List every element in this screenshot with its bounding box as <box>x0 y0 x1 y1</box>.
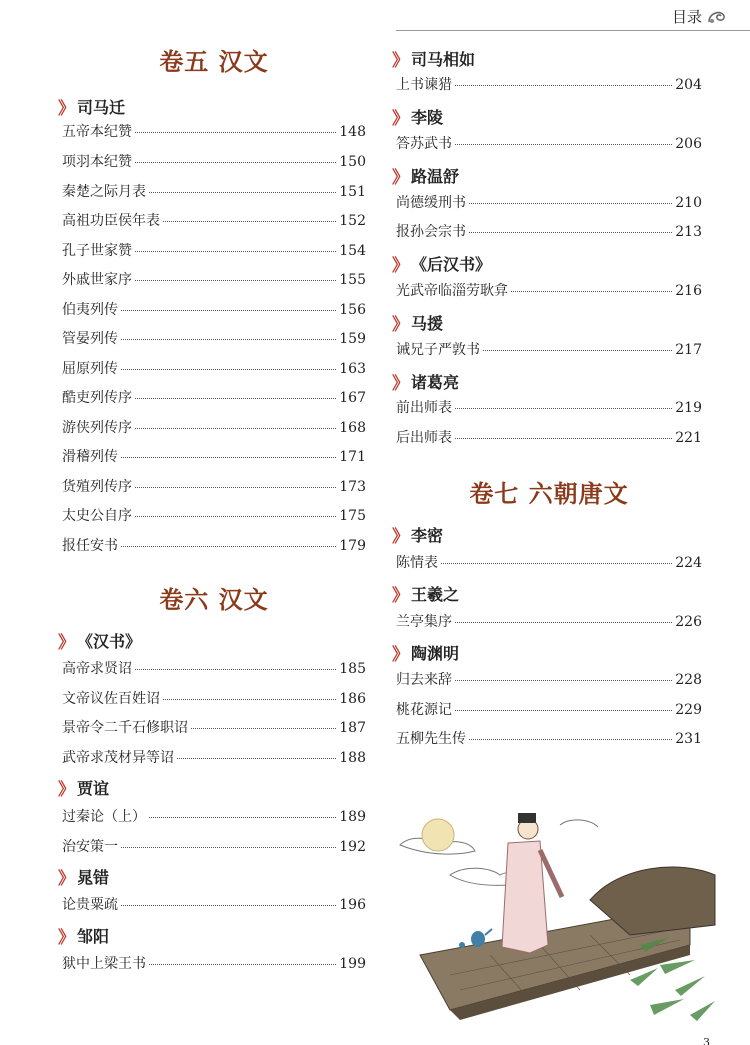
toc-entry[interactable]: 孔子世家赞 154 <box>62 243 366 259</box>
double-chevron-icon: 》 <box>392 109 409 129</box>
double-chevron-icon: 》 <box>58 869 75 889</box>
toc-entry[interactable]: 货殖列传序 173 <box>62 479 366 495</box>
author-heading: 》 司马迁 <box>58 94 125 119</box>
toc-entry[interactable]: 文帝议佐百姓诏 186 <box>62 691 366 707</box>
author-heading: 》 晁错 <box>58 864 109 889</box>
toc-entry[interactable]: 上书谏猎 204 <box>396 77 702 93</box>
page-number: 3 <box>703 1036 710 1045</box>
toc-entry[interactable]: 滑稽列传 171 <box>62 449 366 465</box>
toc-entry[interactable]: 五柳先生传 231 <box>396 731 702 747</box>
toc-entry[interactable]: 答苏武书 206 <box>396 136 702 152</box>
moon <box>422 819 454 851</box>
author-heading: 》 马援 <box>392 310 443 335</box>
author-heading: 》 《后汉书》 <box>392 251 491 276</box>
double-chevron-icon: 》 <box>392 586 409 606</box>
author-heading: 》 贾谊 <box>58 775 109 800</box>
author-heading: 》 司马相如 <box>392 46 475 71</box>
toc-entry[interactable]: 前出师表 219 <box>396 400 702 416</box>
double-chevron-icon: 》 <box>392 374 409 394</box>
double-chevron-icon: 》 <box>392 315 409 335</box>
toc-entry[interactable]: 治安策一 192 <box>62 839 366 855</box>
double-chevron-icon: 》 <box>392 51 409 71</box>
swirl-ornament-icon <box>706 8 728 26</box>
toc-entry[interactable]: 桃花源记 229 <box>396 702 702 718</box>
toc-entry[interactable]: 伯夷列传 156 <box>62 302 366 318</box>
toc-entry[interactable]: 武帝求茂材异等诏 188 <box>62 750 366 766</box>
toc-entry[interactable]: 尚德缓刑书 210 <box>396 195 702 211</box>
volume-title: 卷七 六朝唐文 <box>469 479 629 508</box>
author-heading: 》 邹阳 <box>58 923 109 948</box>
double-chevron-icon: 》 <box>392 168 409 188</box>
toc-entry[interactable]: 报孙会宗书 213 <box>396 224 702 240</box>
toc-entry[interactable]: 太史公自序 175 <box>62 508 366 524</box>
double-chevron-icon: 》 <box>392 645 409 665</box>
toc-entry[interactable]: 外戚世家序 155 <box>62 272 366 288</box>
scholar-boat-illustration <box>390 805 720 1040</box>
toc-entry[interactable]: 狱中上梁王书 199 <box>62 956 366 972</box>
volume-title: 卷五 汉文 <box>159 47 269 76</box>
author-heading: 》 《汉书》 <box>58 628 141 653</box>
toc-entry[interactable]: 游侠列传序 168 <box>62 420 366 436</box>
toc-entry[interactable]: 兰亭集序 226 <box>396 614 702 630</box>
toc-entry[interactable]: 酷吏列传序 167 <box>62 390 366 406</box>
double-chevron-icon: 》 <box>58 633 75 653</box>
toc-entry[interactable]: 屈原列传 163 <box>62 361 366 377</box>
toc-entry[interactable]: 景帝令二千石修职诏 187 <box>62 720 366 736</box>
toc-entry[interactable]: 陈情表 224 <box>396 555 702 571</box>
double-chevron-icon: 》 <box>58 780 75 800</box>
toc-entry[interactable]: 项羽本纪赞 150 <box>62 154 366 170</box>
page-header <box>672 6 728 27</box>
header-rule <box>396 30 750 31</box>
toc-entry[interactable]: 报任安书 179 <box>62 538 366 554</box>
author-heading: 》 李陵 <box>392 104 443 129</box>
double-chevron-icon: 》 <box>392 256 409 276</box>
author-heading: 》 王羲之 <box>392 581 459 606</box>
header-title: 目录 <box>671 8 702 26</box>
toc-entry[interactable]: 后出师表 221 <box>396 430 702 446</box>
toc-entry[interactable]: 秦楚之际月表 151 <box>62 184 366 200</box>
toc-entry[interactable]: 光武帝临淄劳耿弇 216 <box>396 283 702 299</box>
toc-entry[interactable]: 高祖功臣侯年表 152 <box>62 213 366 229</box>
toc-entry[interactable]: 归去来辞 228 <box>396 672 702 688</box>
author-heading: 》 李密 <box>392 522 443 547</box>
double-chevron-icon: 》 <box>392 527 409 547</box>
double-chevron-icon: 》 <box>58 99 75 119</box>
toc-entry[interactable]: 高帝求贤诏 185 <box>62 661 366 677</box>
author-heading: 》 陶渊明 <box>392 640 459 665</box>
toc-entry[interactable]: 过秦论（上） 189 <box>62 809 366 825</box>
double-chevron-icon: 》 <box>58 928 75 948</box>
toc-entry[interactable]: 管晏列传 159 <box>62 331 366 347</box>
toc-entry[interactable]: 五帝本纪赞 148 <box>62 124 366 140</box>
toc-entry[interactable]: 论贵粟疏 196 <box>62 897 366 913</box>
toc-entry[interactable]: 诫兄子严敦书 217 <box>396 342 702 358</box>
author-heading: 》 诸葛亮 <box>392 369 459 394</box>
volume-title: 卷六 汉文 <box>159 585 269 614</box>
author-heading: 》 路温舒 <box>392 163 459 188</box>
